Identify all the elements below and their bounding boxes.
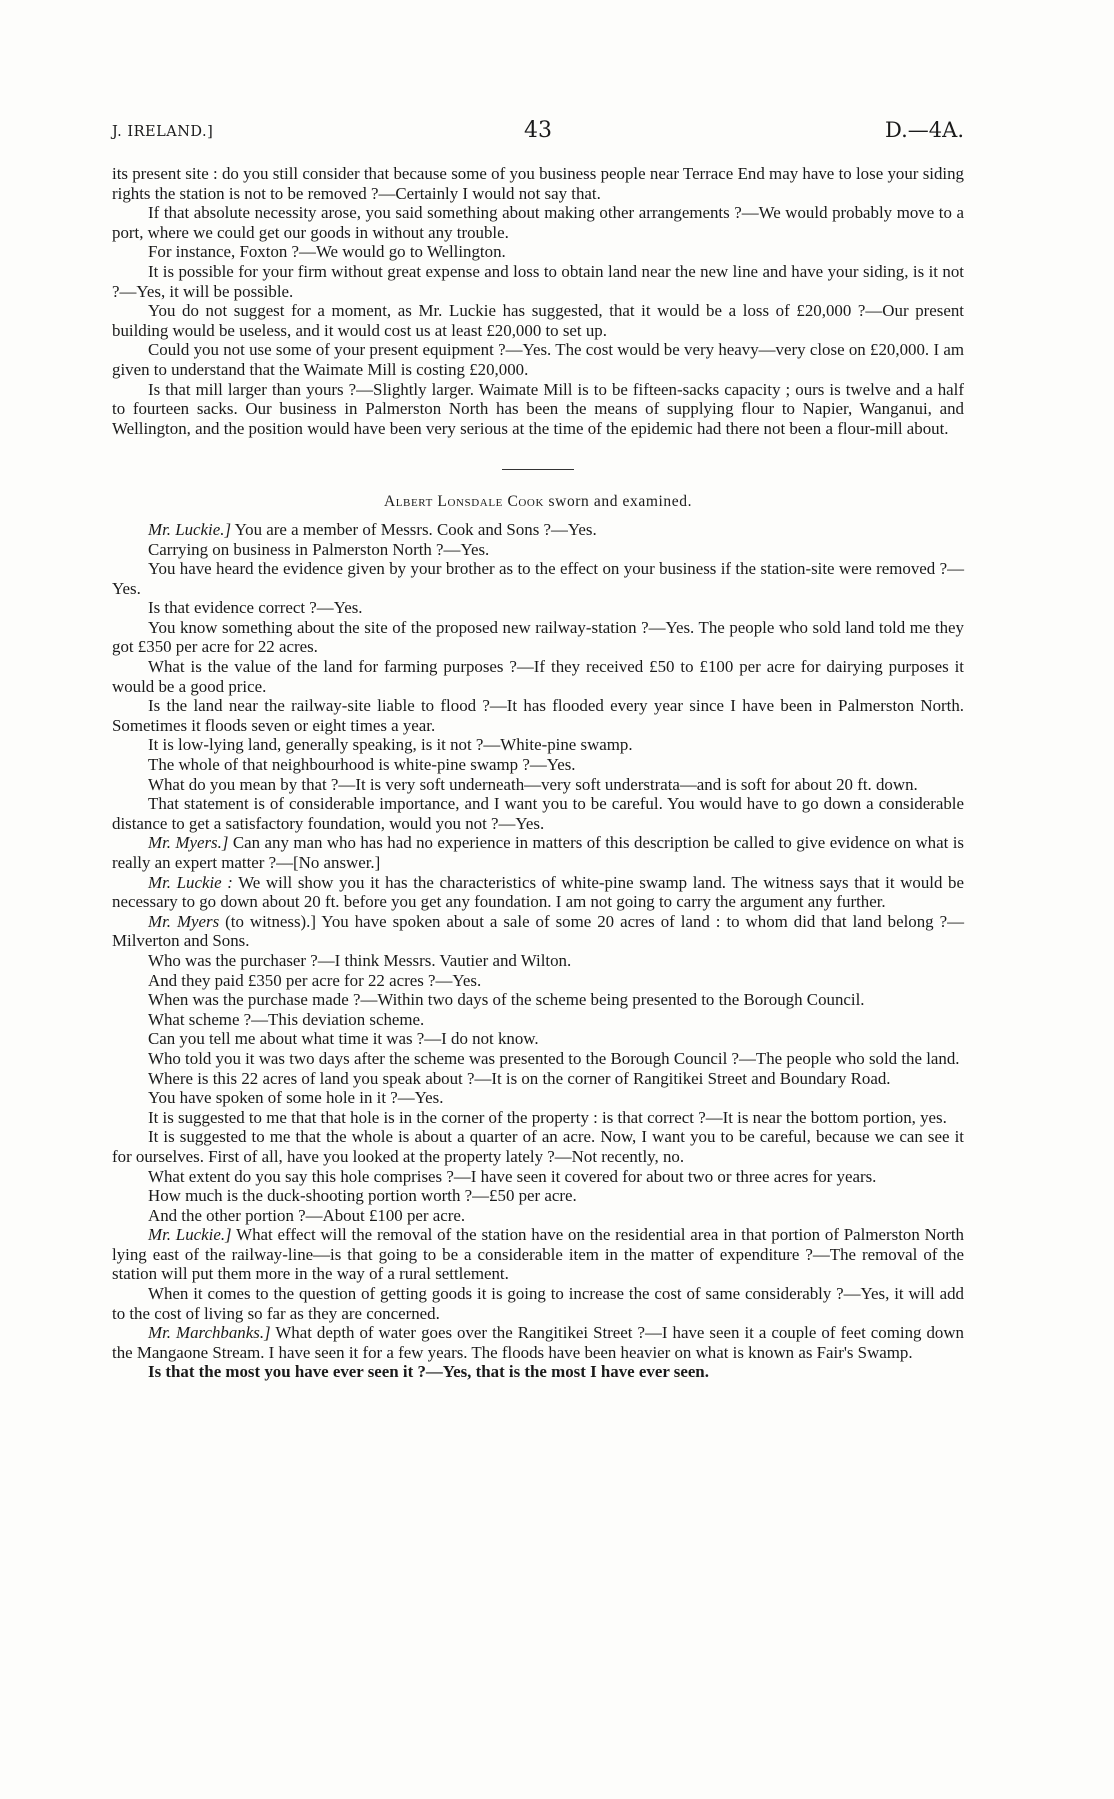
paragraph-text: You have spoken about a sale of some 20 acres of land : to whom did that land belong ?—Milverton and Sons.	[112, 911, 964, 951]
paragraph: And they paid £350 per acre for 22 acres ?—Yes.	[148, 970, 482, 990]
paragraph: What extent do you say this hole comprises ?—I have seen it covered for about two or three acres for years.	[148, 1166, 877, 1186]
paragraph: Carrying on business in Palmerston North ?—Yes.	[148, 539, 490, 559]
paragraph: You do not suggest for a moment, as Mr. Luckie has suggested, that it would be a loss of £20,000 ?—Our present building would be useless, and it would cost us at least £20,000 to set up.	[112, 301, 964, 340]
speaker-label: Mr. Myers.]	[148, 833, 229, 853]
speaker-label: Mr. Myers	[148, 911, 220, 931]
page-number: 43	[524, 118, 552, 143]
paragraph: Could you not use some of your present equipment ?—Yes. The cost would be very heavy—very close on £20,000. I am given to understand that the Waimate Mill is costing £20,000.	[112, 340, 964, 379]
paragraph: Is that the most you have ever seen it ?—Yes, that is the most I have ever seen.	[148, 1362, 709, 1382]
paragraph: It is low-lying land, generally speaking, is it not ?—White-pine swamp.	[148, 735, 633, 755]
witness-sworn: sworn and examined.	[548, 493, 693, 511]
speaker-label: Mr. Marchbanks.]	[148, 1323, 271, 1343]
speaker-aside: (to witness).]	[225, 911, 317, 931]
paragraph: What is the value of the land for farming purposes ?—If they received £50 to £100 per acre for dairying purposes it would be a good price.	[112, 657, 964, 696]
paragraph: How much is the duck-shooting portion worth ?—£50 per acre.	[148, 1186, 577, 1206]
paragraph: Is that evidence correct ?—Yes.	[148, 598, 363, 618]
document-reference: D.—4A.	[885, 118, 964, 142]
page-header	[112, 118, 964, 148]
paragraph: Where is this 22 acres of land you speak about ?—It is on the corner of Rangitikei Street and Boundary Road.	[148, 1068, 891, 1088]
paragraph-text: You are a member of Messrs. Cook and Sons ?—Yes.	[234, 519, 597, 539]
paragraph: And the other portion ?—About £100 per acre.	[148, 1205, 466, 1225]
paragraph: You know something about the site of the proposed new railway-station ?—Yes. The people who sold land told me they got £350 per acre for 22 acres.	[112, 617, 964, 657]
witness-heading	[112, 492, 964, 512]
paragraph: What scheme ?—This deviation scheme.	[148, 1009, 425, 1029]
paragraph: Who was the purchaser ?—I think Messrs. Vautier and Wilton.	[148, 950, 572, 970]
paragraph: You have heard the evidence given by your brother as to the effect on your business if the station-site were removed ?—Yes.	[112, 559, 964, 598]
witness-name: Albert Lonsdale Cook	[383, 493, 545, 511]
paragraph: What do you mean by that ?—It is very soft underneath—very soft understrata—and is soft for about 20 ft. down.	[148, 774, 918, 794]
paragraph: It is suggested to me that the whole is about a quarter of an acre. Now, I want you to be careful, because we can see it for ourselves. First of all, have you looked at the property lately ?—Not recently, no.	[112, 1127, 964, 1166]
header-witness-name: J. IRELAND.]	[112, 124, 214, 140]
speaker-label: Mr. Luckie :	[148, 872, 233, 892]
section-divider	[502, 469, 574, 470]
paragraph	[112, 912, 964, 951]
paragraph: It is possible for your firm without great expense and loss to obtain land near the new line and have your siding, is it not ?—Yes, it will be possible.	[112, 261, 964, 301]
paragraph-text: Can any man who has had no experience in matters of this description be called to give evidence on what is really an expert matter ?—[No answer.]	[112, 833, 964, 872]
paragraph: The whole of that neighbourhood is white-pine swamp ?—Yes.	[148, 755, 576, 775]
paragraph: If that absolute necessity arose, you said something about making other arrangements ?—We would probably move to a port, where we could get our goods in without any trouble.	[112, 203, 964, 242]
paragraph-text: What depth of water goes over the Rangitikei Street ?—I have seen it a couple of feet coming down the Mangaone Stream. I have seen it for a few years. The floods have been heavier on what is known as Fair's Swamp.	[112, 1323, 965, 1362]
paragraph: When it comes to the question of getting goods it is going to increase the cost of same considerably ?—Yes, it will add to the cost of living so far as they are concerned.	[112, 1284, 964, 1323]
paragraph	[112, 833, 964, 872]
paragraph: You have spoken of some hole in it ?—Yes.	[148, 1088, 444, 1108]
paragraph: Who told you it was two days after the scheme was presented to the Borough Council ?—The people who sold the land.	[148, 1048, 960, 1068]
speaker-label: Mr. Luckie.]	[148, 519, 232, 539]
paragraph	[112, 520, 964, 540]
paragraph: That statement is of considerable importance, and I want you to be careful. You would have to go down a considerable distance to get a satisfactory foundation, would you not ?—Yes.	[112, 794, 964, 833]
paragraph: When was the purchase made ?—Within two days of the scheme being presented to the Borough Council.	[148, 990, 865, 1010]
paragraph-text: What effect will the removal of the station have on the residential area in that portion of Palmerston North lying east of the railway-line—is that going to be a considerable item in the matter of expenditure ?—The removal of the station will put them more in the way of a rural settlement.	[112, 1225, 964, 1284]
paragraph	[112, 1225, 964, 1284]
paragraph	[112, 1323, 964, 1362]
document-body	[112, 164, 964, 1382]
paragraph: For instance, Foxton ?—We would go to Wellington.	[148, 242, 506, 262]
paragraph	[112, 873, 964, 912]
paragraph-text: We will show you it has the characteristics of white-pine swamp land. The witness says that it would be necessary to go down about 20 ft. before you get any foundation. I am not going to carry the argument any further.	[112, 872, 964, 912]
paragraph: Can you tell me about what time it was ?—I do not know.	[148, 1029, 539, 1049]
paragraph: It is suggested to me that that hole is in the corner of the property : is that correct ?—It is near the bottom portion, yes.	[148, 1107, 947, 1127]
paragraph: its present site : do you still consider that because some of you business people near Terrace End may have to lose your siding rights the station is not to be removed ?—Certainly I would not say that.	[112, 164, 964, 203]
speaker-label: Mr. Luckie.]	[148, 1225, 232, 1245]
paragraph: Is that mill larger than yours ?—Slightly larger. Waimate Mill is to be fifteen-sacks capacity ; ours is twelve and a half to fourteen sacks. Our business in Palmerston North has been the means of supplying flour to Napier, Wanganui, and Wellington, and the position would have been very serious at the time of the epidemic had there not been a flour-mill about.	[112, 379, 964, 438]
paragraph: Is the land near the railway-site liable to flood ?—It has flooded every year since I have been in Palmerston North. Sometimes it floods seven or eight times a year.	[112, 696, 964, 735]
